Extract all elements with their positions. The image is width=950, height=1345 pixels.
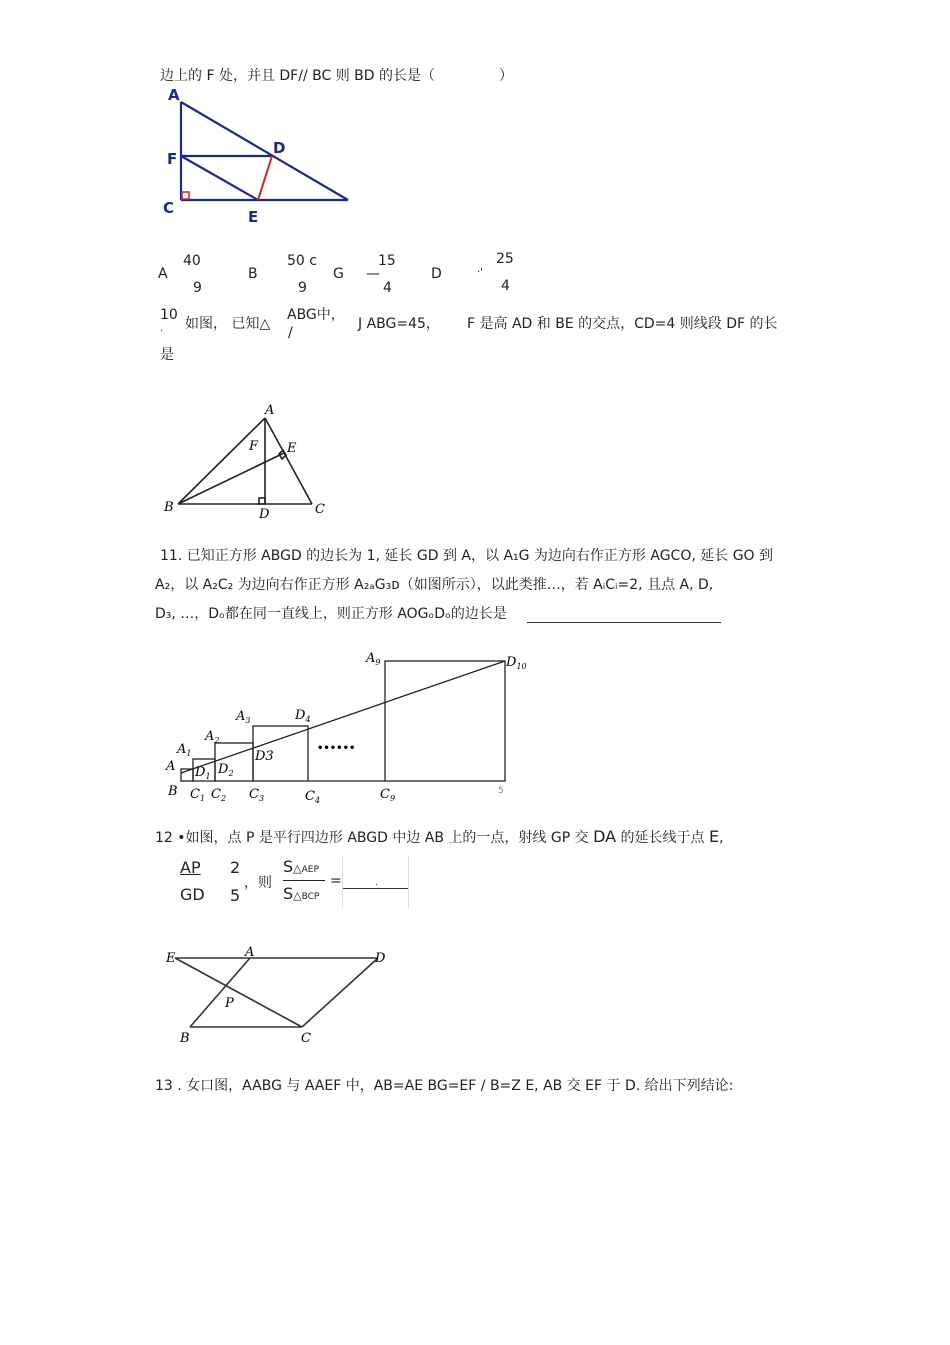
q13-text: 13 . 女口图，AABG 与 AAEF 中，AB=AE BG=EF / B=Z E, AB 交 EF 于 D. 给出下列结论: [155,1078,734,1094]
q10-label-e: E [287,441,297,456]
q12-eq: = [330,873,342,889]
q11-label-c4: $C_4$ [305,789,321,805]
q12-da: DA [593,827,617,846]
q9-option-b-den: 9 [298,280,307,296]
q12-s2: S△BCP [283,884,320,903]
q11-label-d3: D3 [255,749,274,764]
q10-line-ac [265,418,312,504]
q9-line-ab [181,102,348,200]
q9-option-a-den: 9 [193,280,202,296]
q12-five: 5 [230,886,241,905]
q12-line-ec [175,958,302,1027]
q9-label-f: F [167,150,178,168]
q9-stem-close: ） [499,68,513,84]
q9-option-d-letter: D [431,266,442,282]
q10-intro: 如图， 已知△ [185,316,271,332]
q9-line-de [258,156,272,200]
q12-box-right [408,856,409,908]
q10-label-f: F [249,439,259,454]
q12-comma: , [719,830,724,846]
q9-label-e: E [248,208,259,226]
q11-label-b: B [168,784,178,799]
q9-option-a-letter: A [158,266,168,282]
q11-label-c9: $C_9$ [380,787,396,803]
q11-line2: A₂，以 A₂C₂ 为边向右作正方形 A₂ₐG₃ᴅ（如图所示），以此类推…，若 AᵢCᵢ=2, 且点 A, D, [155,577,714,593]
q12-fraction-bar [283,880,325,881]
q12-line1 [155,828,724,847]
q10-angle: J ABG=45， [358,316,440,332]
q11-ellipsis: •••••• [317,743,356,754]
q9-option-c-mark: — [366,266,380,282]
q10-label-b: B [164,500,174,515]
q11-mark-five: 5 [498,786,504,796]
q11-label-c1: $C_1$ [190,787,206,803]
q11-label-a9: $A_9$ [366,651,381,667]
q10-label-a: A [265,403,275,418]
q9-right-angle-mark [182,192,189,199]
q12-label-e: E [166,951,176,966]
q12-gd: GD [180,885,205,904]
q11-diagonal-line [181,661,505,773]
q9-line-fe [181,156,258,200]
q11-line1: 11. 已知正方形 ABGD 的边长为 1, 延长 GD 到 A，以 A₁G 为边向右作正方形 AGCO, 延长 GO 到 [160,548,774,564]
q12-label-b: B [180,1031,190,1046]
q9-option-a-num: 40 [183,253,201,269]
q12-line1-b: 的延长线于点 [620,830,705,846]
q10-line-be [178,453,284,504]
q9-option-c-letter: G [333,266,344,282]
q11-label-c2: $C_2$ [211,787,227,803]
q12-dot: . [375,878,378,888]
q9-option-c-num: 15 [378,253,396,269]
q12-ze: ，则 [244,875,272,891]
q12-figure [160,940,400,1055]
q9-option-d-den: 4 [501,278,510,294]
q10-tail: 是 [160,347,174,363]
q12-s1: S△AEP [283,857,319,876]
q11-label-d2: $D_2$ [218,762,234,778]
q12-label-d: D [375,951,386,966]
q9-label-c: C [163,199,175,217]
q12-label-c: C [301,1031,311,1046]
q12-s2-sub: BCP [301,892,320,902]
q11-label-a: A [166,759,176,774]
q12-s1-letter: S [283,857,294,876]
q9-figure [150,82,370,232]
q10-label-c: C [315,502,325,517]
q9-option-d-num: 25 [496,251,514,267]
q10-zhong-text: 中， [316,307,345,323]
q11-label-d1: $D_1$ [195,765,211,781]
q9-stem-text: 边上的 F 处，并且 DF// BC 则 BD 的长是（ [160,68,435,84]
q11-line3: D₃, …，Dₒ都在同一直线上，则正方形 AOGₒDₒ的边长是 [155,606,507,622]
q12-label-p: P [225,996,234,1011]
q12-two: 2 [230,858,241,877]
q10-abg-text: ABG [287,307,317,323]
q11-square-9 [385,661,505,781]
q10-number: 10 [160,307,178,323]
q9-label-d: D [273,139,286,157]
q11-label-a1: $A_1$ [177,742,192,758]
q11-label-a3: $A_3$ [236,709,251,725]
q10-figure [155,398,335,523]
q12-s2-letter: S [283,884,294,903]
q10-abg [287,306,345,324]
q10-right-angle-d [259,498,265,504]
q12-line1-a: 12 •如图，点 P 是平行四边形 ABGD 中边 AB 上的一点，射线 GP 交 [155,830,589,846]
q11-answer-blank [527,622,721,623]
q12-line-cd [302,958,378,1027]
q12-ap: AP [180,858,201,877]
q11-label-d4: $D_4$ [295,708,311,724]
q10-number-dot: · [160,326,164,337]
q11-label-c3: $C_3$ [249,787,265,803]
q12-s1-sub: AEP [301,865,319,875]
q12-label-a: A [245,945,255,960]
q12-box-left [342,856,343,908]
q12-line-ba [190,958,250,1027]
q12-e: E [708,827,720,846]
q9-option-b-num: 50 c [287,253,317,269]
q11-figure [163,643,533,813]
q9-label-a: A [168,86,180,104]
q11-label-d10: $D_{10}$ [506,655,527,671]
q10-line-ab [178,418,265,504]
q10-label-d: D [259,507,270,522]
q9-option-d-mark: ·' [477,267,483,278]
q10-rest: F 是高 AD 和 BE 的交点，CD=4 则线段 DF 的长 [467,316,778,332]
q9-option-c-den: 4 [383,280,392,296]
q11-label-a2: $A_2$ [205,729,220,745]
q10-slash: / [288,325,293,341]
q9-option-b-letter: B [248,266,258,282]
